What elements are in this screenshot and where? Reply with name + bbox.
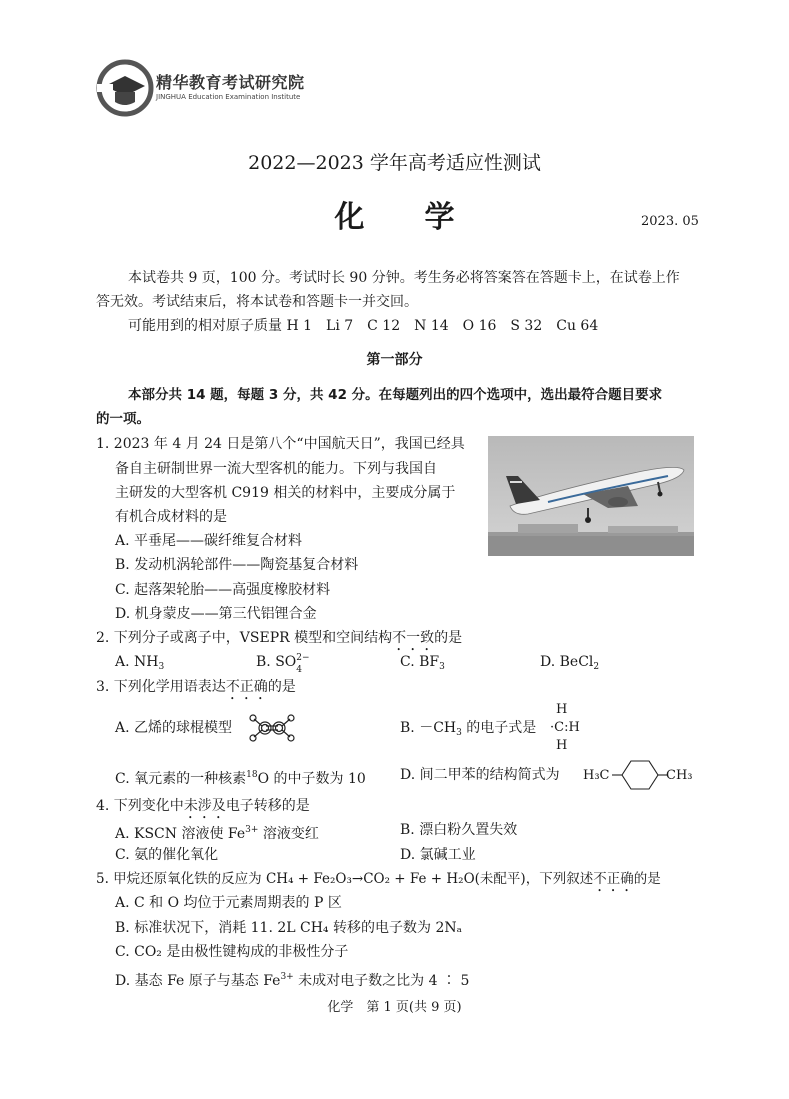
q1-option-c: C. 起落架轮胎——高强度橡胶材料 — [115, 582, 331, 598]
q4-option-a: A. KSCN 溶液使 $Fe^{3+}$ 溶液变红 — [115, 825, 319, 842]
q5-stem-emphasis: 不正确 — [593, 871, 634, 887]
subject-title: 化 学 — [334, 200, 455, 235]
q3-option-a: A. 乙烯的球棍模型 — [115, 720, 233, 736]
q3-stem-emphasis: 不正确 — [225, 679, 268, 695]
q2-stem-post: 的是 — [434, 630, 463, 646]
atomic-masses: 可能用到的相对原子质量 H 1 Li 7 C 12 N 14 O 16 S 32 Cu 64 — [128, 318, 599, 334]
part-instruction-2: 的一项。 — [96, 411, 150, 427]
q2-stem-pre: 2. 下列分子或离子中，VSEPR 模型和空间结构 — [96, 630, 393, 646]
q4-option-c: C. 氨的催化氧化 — [115, 847, 219, 863]
org-name: 精华教育考试研究院 — [156, 73, 305, 92]
q1-stem-4: 有机合成材料的是 — [115, 509, 227, 525]
q1-option-a: A. 平垂尾——碳纤维复合材料 — [115, 533, 303, 549]
q4-option-d: D. 氯碱工业 — [400, 847, 476, 863]
q5-option-b: B. 标准状况下，消耗 11. 2L CH₄ 转移的电子数为 2Nₐ — [115, 920, 462, 936]
q3-structure-right: CH₃ — [666, 768, 693, 783]
org-logo — [95, 58, 155, 118]
q3-electron-formula-top: H — [556, 702, 568, 717]
q1-stem-3: 主研发的大型客机 C919 相关的材料中，主要成分属于 — [115, 485, 456, 501]
q3-electron-formula-bottom: H — [556, 738, 568, 753]
exam-date: 2023. 05 — [641, 214, 699, 229]
q2-option-b: B. SO 2− 4 — [256, 653, 310, 675]
page-footer: 化学 第 1 页(共 9 页) — [327, 1000, 462, 1015]
q1-option-d: D. 机身蒙皮——第三代铝锂合金 — [115, 606, 317, 622]
q4-stem: 4. 下列变化中未涉及电子转移的是 — [96, 798, 310, 814]
q5-option-d: D. 基态 Fe 原子与基态 $Fe^{3+}$ 未成对电子数之比为 4 ∶ 5 — [115, 972, 470, 989]
q5-option-c: C. CO₂ 是由极性键构成的非极性分子 — [115, 944, 349, 960]
org-name-en: JINGHUA Education Examination Institute — [156, 93, 301, 101]
q4-option-b: B. 漂白粉久置失效 — [400, 822, 518, 838]
exam-title: 2022—2023 学年高考适应性测试 — [248, 152, 541, 174]
q1-stem-2: 备自主研制世界一流大型客机的能力。下列与我国自 — [115, 461, 437, 477]
q3-structure-left: H₃C — [583, 768, 610, 783]
part-heading: 第一部分 — [366, 352, 423, 368]
q2-option-d: D. BeCl$_2$ — [540, 654, 600, 672]
q3-option-b: B. $-CH_3$ 的电子式是 — [400, 720, 537, 738]
q5-option-a: A. C 和 O 均位于元素周期表的 P 区 — [115, 895, 342, 911]
q3-electron-formula-mid: ·C:H — [550, 720, 580, 735]
q4-stem-emphasis: 未涉及 — [183, 798, 226, 814]
intro-line-2: 答无效。考试结束后，将本试卷和答题卡一并交回。 — [96, 294, 418, 310]
part-instruction-1: 本部分共 14 题，每题 3 分，共 42 分。在每题列出的四个选项中，选出最符合题目要求 — [128, 387, 663, 403]
ball-and-stick-model-icon — [248, 714, 296, 742]
q3-stem: 3. 下列化学用语表达不正确的是 — [96, 679, 296, 695]
mortarboard-icon — [95, 58, 155, 118]
q2-option-c: C. $BF_3$ — [400, 654, 445, 672]
q2-stem — [96, 628, 462, 654]
q1-stem-1: 1. 2023 年 4 月 24 日是第八个“中国航天日”，我国已经具 — [96, 436, 465, 452]
c919-airplane-photo — [488, 436, 694, 556]
q3-option-c: C. 氧元素的一种核素$^{18}$O 的中子数为 10 — [115, 770, 366, 787]
benzene-ring-icon — [612, 758, 668, 792]
q3-option-d: D. 间二甲苯的结构简式为 — [400, 767, 560, 783]
q1-option-b: B. 发动机涡轮部件——陶瓷基复合材料 — [115, 557, 359, 573]
intro-line-1: 本试卷共 9 页，100 分。考试时长 90 分钟。考生务必将答案答在答题卡上，在试卷上作 — [128, 270, 680, 286]
q5-stem: 5. 甲烷还原氧化铁的反应为 CH₄ + Fe₂O₃→CO₂ + Fe + H₂O(未配平)，下列叙述不正确的是 — [96, 871, 661, 887]
q2-stem-emphasis: 不一致 — [392, 630, 435, 646]
q2-option-a: A. $NH_3$ — [115, 654, 165, 672]
